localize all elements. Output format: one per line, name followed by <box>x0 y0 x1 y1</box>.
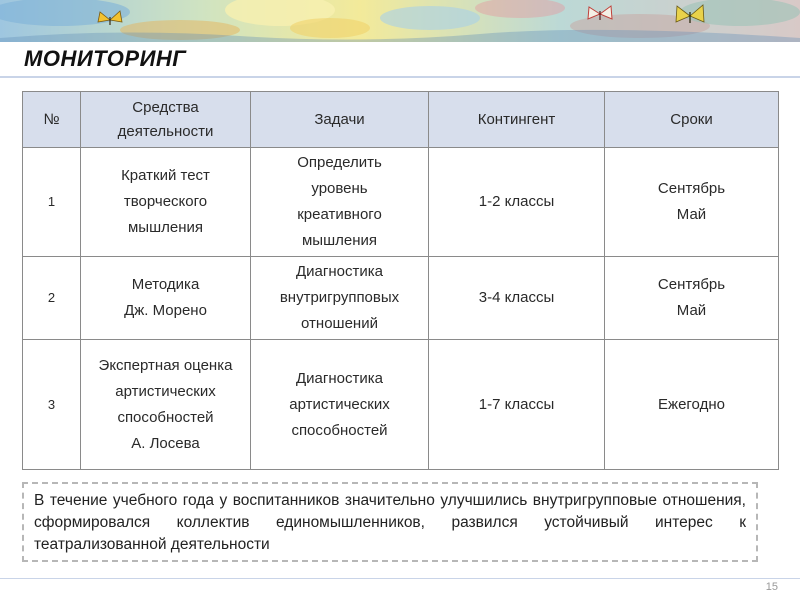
tasks-line: внутригрупповых <box>279 289 400 306</box>
row-number: 1 <box>23 148 81 257</box>
table-row <box>23 148 779 257</box>
tasks-line: мышления <box>301 232 377 249</box>
summary-box <box>22 482 758 562</box>
terms-line: Май <box>676 206 707 223</box>
terms-line: Сентябрь <box>657 180 726 197</box>
contingent-cell: 3-4 классы <box>429 257 605 340</box>
terms-cell <box>605 340 779 470</box>
means-line: способностей <box>117 408 214 426</box>
summary-text: В течение учебного года у воспитанников значительно улучшились внутригрупповые отношения, сформировался коллектив единомышленников, развился устойчивый интерес к театрализованной деятельности <box>34 492 746 553</box>
terms-line: Сентябрь <box>657 276 726 293</box>
tasks-line: отношений <box>301 315 378 332</box>
header-terms: Сроки <box>605 92 779 148</box>
tasks-line: Диагностика <box>296 369 383 387</box>
means-line: мышления <box>127 219 203 236</box>
header-means: Средства деятельности <box>81 92 251 148</box>
title-divider <box>0 76 800 78</box>
terms-line: Ежегодно <box>658 395 725 413</box>
tasks-line: уровень <box>311 180 368 197</box>
means-cell <box>81 148 251 257</box>
tasks-line: способностей <box>291 421 388 439</box>
tasks-cell <box>251 148 429 257</box>
decorative-banner <box>0 0 800 42</box>
slide-title: МОНИТОРИНГ <box>24 46 187 71</box>
header-number: № <box>23 92 81 148</box>
header-contingent: Контингент <box>429 92 605 148</box>
terms-line: Май <box>676 302 707 319</box>
footer-divider <box>0 578 800 579</box>
header-tasks: Задачи <box>251 92 429 148</box>
means-cell <box>81 257 251 340</box>
page-number: 15 <box>765 581 778 593</box>
means-cell <box>81 340 251 470</box>
banner-painting <box>0 0 800 42</box>
tasks-cell <box>251 340 429 470</box>
means-line: Краткий тест <box>121 167 210 184</box>
monitoring-table <box>22 91 779 470</box>
contingent-cell: 1-2 классы <box>429 148 605 257</box>
tasks-line: креативного <box>297 206 382 223</box>
tasks-line: Диагностика <box>296 263 383 280</box>
means-line: творческого <box>123 193 208 210</box>
row-number: 3 <box>23 340 81 470</box>
means-line: артистических <box>115 382 216 400</box>
row-number: 2 <box>23 257 81 340</box>
contingent-cell: 1-7 классы <box>429 340 605 470</box>
means-line: Экспертная оценка <box>98 356 233 374</box>
means-line: Дж. Морено <box>124 302 207 319</box>
terms-cell <box>605 257 779 340</box>
tasks-line: Определить <box>297 154 382 171</box>
tasks-line: артистических <box>289 395 390 413</box>
means-line: Методика <box>131 276 200 293</box>
table-header-row <box>23 92 779 148</box>
table-row <box>23 257 779 340</box>
table-row <box>23 340 779 470</box>
terms-cell <box>605 148 779 257</box>
means-line: А. Лосева <box>131 434 200 452</box>
tasks-cell <box>251 257 429 340</box>
